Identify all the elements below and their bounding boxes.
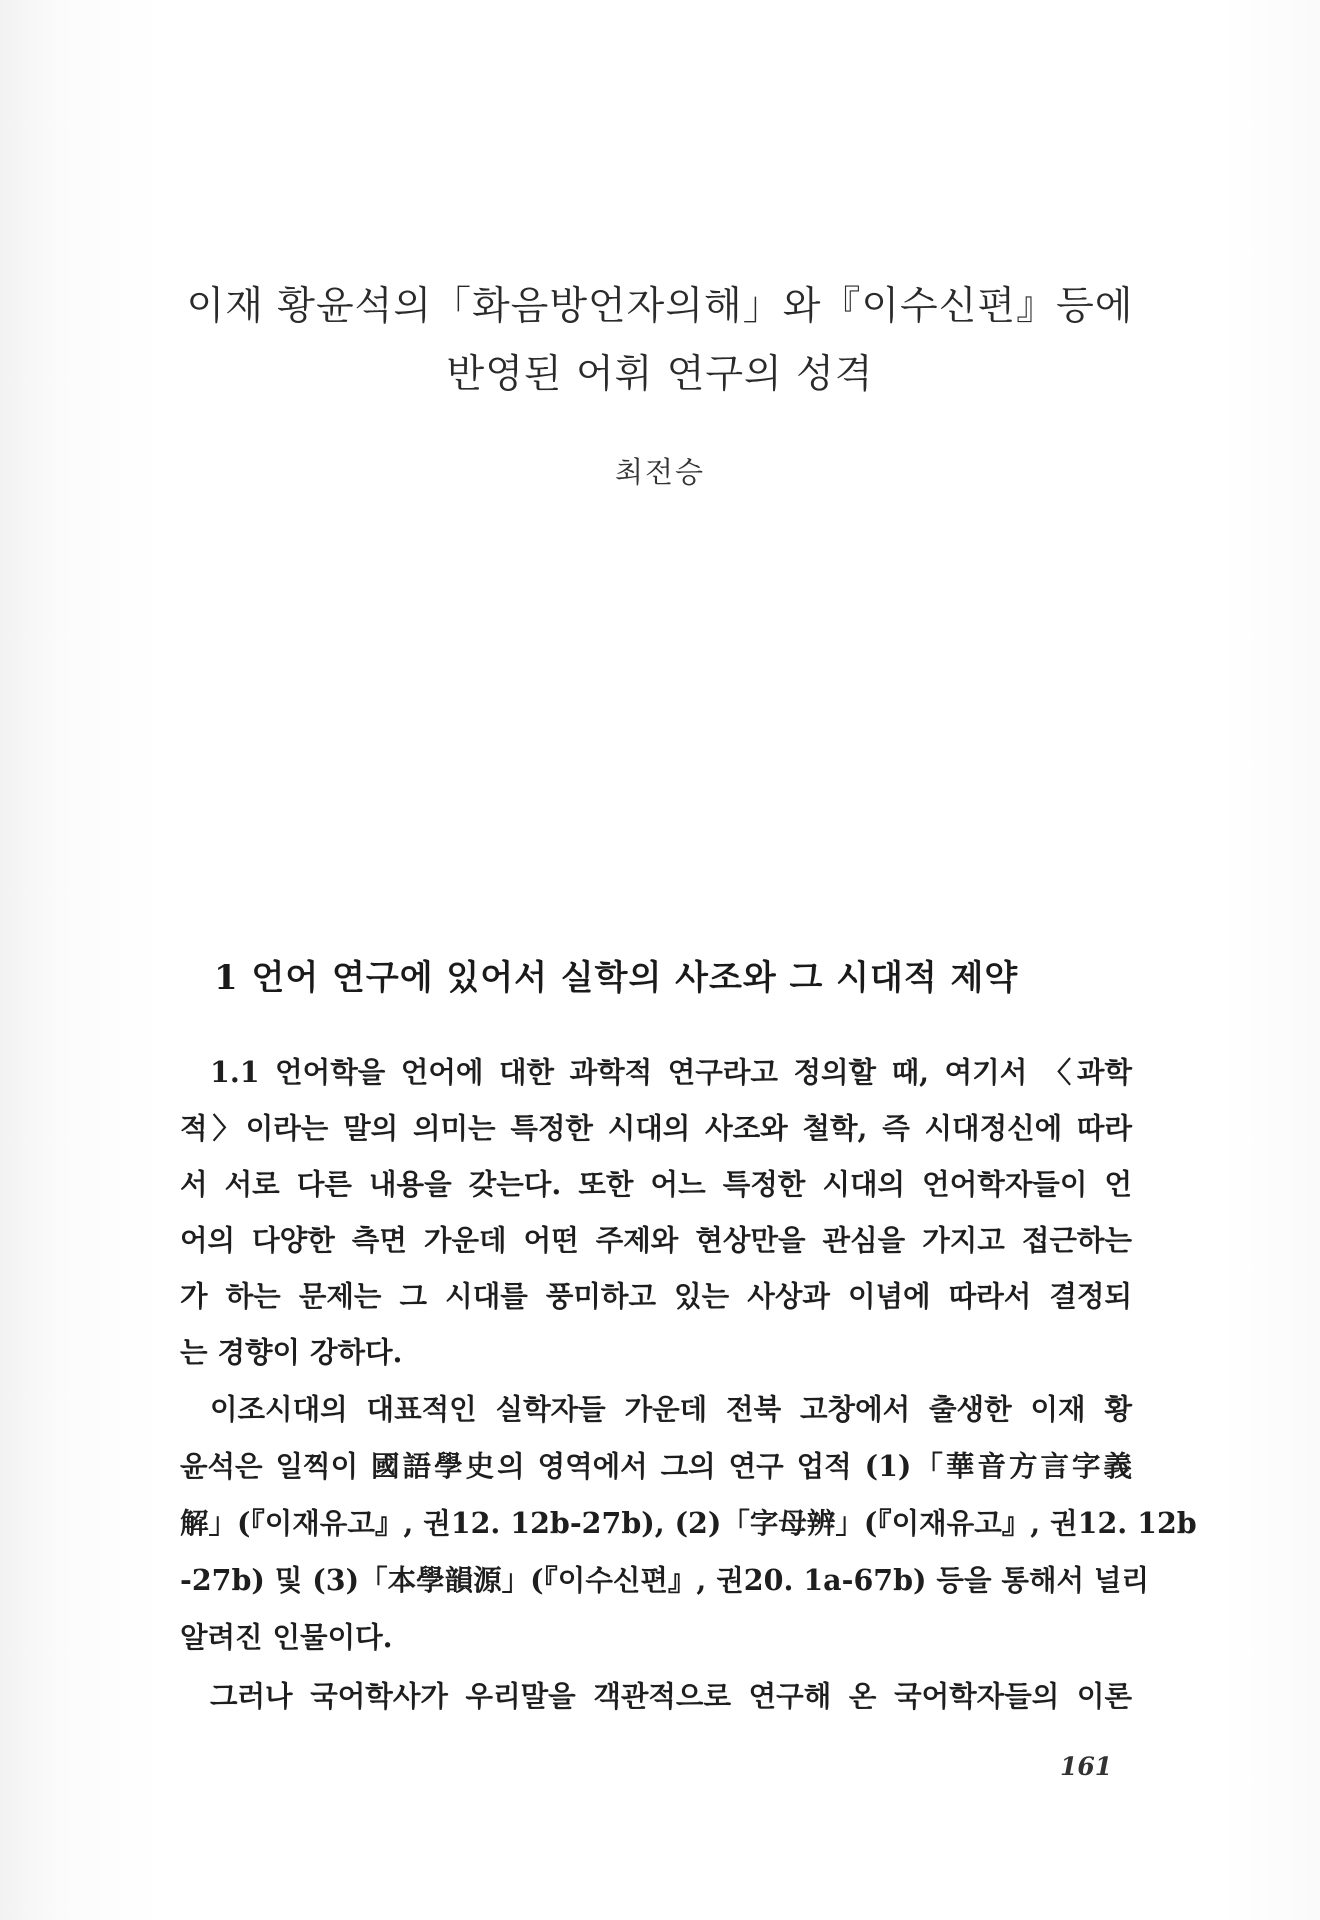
paragraph-line: 解」(『이재유고』, 권12. 12b-27b), (2)「字母辨」(『이재유고』, 권12. 12b <box>180 1506 1197 1540</box>
paragraph-line: 이조시대의 대표적인 실학자들 가운데 전북 고창에서 출생한 이재 황 <box>210 1392 1132 1426</box>
paragraph-line: 가 하는 문제는 그 시대를 풍미하고 있는 사상과 이념에 따라서 결정되 <box>180 1279 1132 1313</box>
paragraph-line: 그러나 국어학사가 우리말을 객관적으로 연구해 온 국어학자들의 이론 <box>210 1679 1132 1713</box>
author-name: 최전승 <box>614 455 706 489</box>
paragraph-line: 서 서로 다른 내용을 갖는다. 또한 어느 특정한 시대의 언어학자들이 언 <box>180 1167 1132 1201</box>
paragraph-line: -27b) 및 (3)「本學韻源」(『이수신편』, 권20. 1a-67b) 등을 통해서 널리 <box>180 1563 1149 1597</box>
paragraph-line: 알려진 인물이다. <box>180 1620 393 1654</box>
paper-title-line-1: 이재 황윤석의「화음방언자의해」와『이수신편』등에 <box>186 284 1134 329</box>
paragraph-line: 1.1 언어학을 언어에 대한 과학적 연구라고 정의할 때, 여기서 〈과학 <box>210 1055 1132 1089</box>
paragraph-line: 윤석은 일찍이 國語學史의 영역에서 그의 연구 업적 (1)「華音方言字義 <box>180 1449 1132 1483</box>
paragraph-line: 적〉이라는 말의 의미는 특정한 시대의 사조와 철학, 즉 시대정신에 따라 <box>180 1111 1132 1145</box>
paper-title-line-2: 반영된 어휘 연구의 성격 <box>446 352 874 397</box>
paragraph-line: 어의 다양한 측면 가운데 어떤 주제와 현상만을 관심을 가지고 접근하는 <box>180 1223 1132 1257</box>
section-heading: 1 언어 연구에 있어서 실학의 사조와 그 시대적 제약 <box>214 958 1019 998</box>
page-number: 161 <box>1060 1752 1113 1781</box>
paragraph-line: 는 경향이 강하다. <box>180 1335 403 1369</box>
